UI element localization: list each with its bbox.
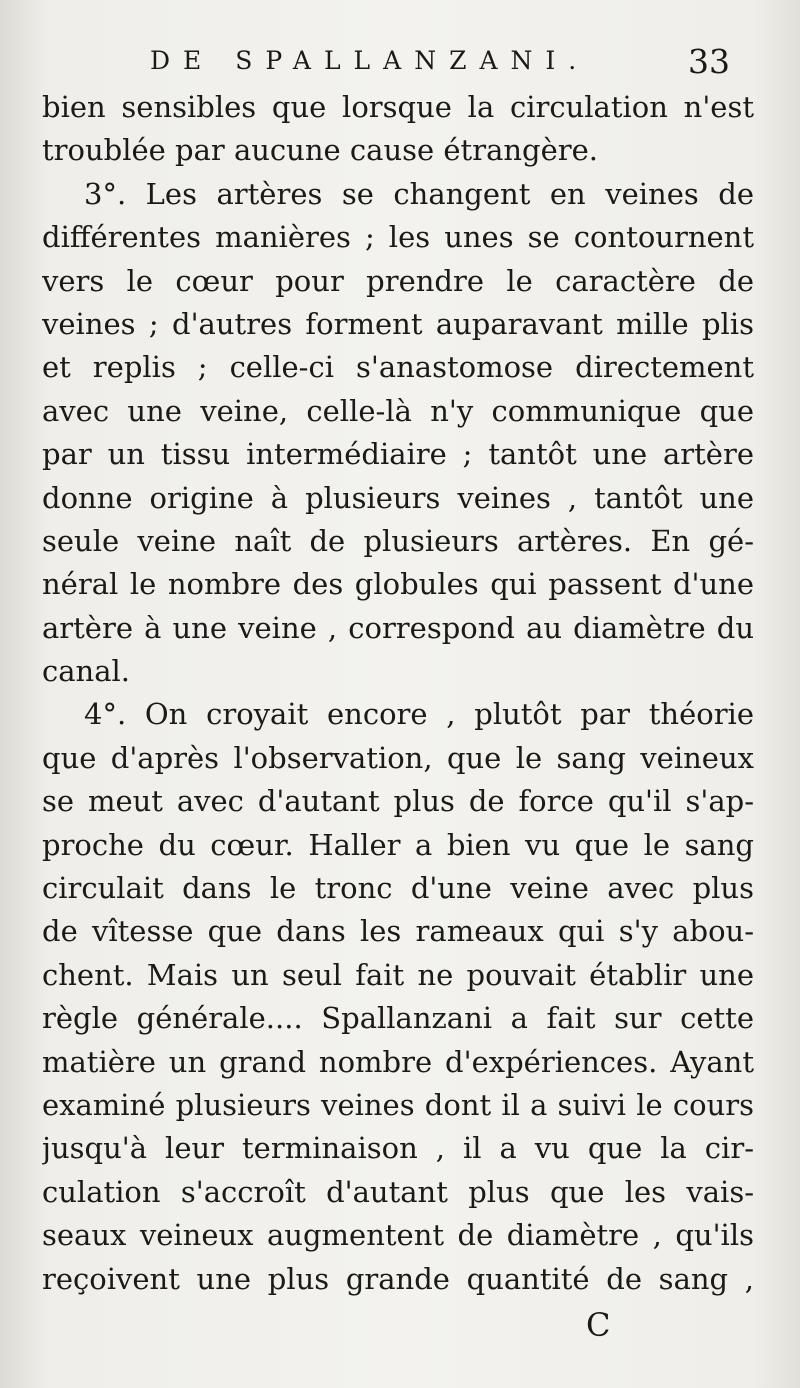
text-line: jusqu'à leur terminaison , il a vu que la cir-	[42, 1131, 754, 1166]
running-title: DE SPALLANZANI.	[150, 46, 590, 75]
text-line: seaux veineux augmentent de diamètre , qu'ils	[42, 1218, 754, 1253]
text-line: donne origine à plusieurs veines , tantôt une	[42, 480, 754, 515]
text-line: matière un grand nombre d'expériences. Ayant	[42, 1044, 754, 1079]
text-line: seule veine naît de plusieurs artères. En gé-	[42, 523, 754, 558]
text-line: se meut avec d'autant plus de force qu'il s'ap-	[42, 784, 754, 819]
text-line: circulait dans le tronc d'une veine avec plus	[42, 871, 754, 906]
text-line: règle générale.... Spallanzani a fait sur cette	[42, 1001, 754, 1036]
text-line: artère à une veine , correspond au diamètre du	[42, 610, 754, 645]
text-line: vers le cœur pour prendre le caractère de	[42, 263, 754, 298]
running-head	[150, 42, 730, 82]
text-line: examiné plusieurs veines dont il a suivi le cours	[42, 1087, 754, 1122]
text-line: avec une veine, celle-là n'y communique que	[42, 393, 754, 428]
text-line: chent. Mais un seul fait ne pouvait établir une	[42, 957, 754, 992]
text-line: bien sensibles que lorsque la circulation n'est	[42, 90, 754, 124]
text-line: reçoivent une plus grande quantité de sang ,	[42, 1261, 754, 1296]
text-line: et replis ; celle-ci s'anastomose directement	[42, 350, 754, 385]
text-line: proche du cœur. Haller a bien vu que le sang	[42, 827, 754, 862]
text-line: par un tissu intermédiaire ; tantôt une artère	[42, 437, 754, 472]
text-line: veines ; d'autres forment auparavant mille plis	[42, 306, 754, 341]
signature-mark: C	[586, 1306, 611, 1344]
text-line: culation s'accroît d'autant plus que les vais-	[42, 1174, 754, 1209]
text-line: que d'après l'observation, que le sang veineux	[42, 740, 754, 775]
text-line: 4°. On croyait encore , plutôt par théorie	[84, 697, 754, 732]
text-line: canal.	[42, 654, 130, 689]
body-text	[42, 86, 754, 1301]
page-number: 33	[688, 42, 730, 81]
text-line: de vîtesse que dans les rameaux qui s'y abou-	[42, 914, 754, 949]
text-line: différentes manières ; les unes se contournent	[42, 220, 754, 255]
text-line: 3°. Les artères se changent en veines de	[84, 176, 754, 211]
text-line: néral le nombre des globules qui passent d'une	[42, 567, 754, 602]
text-line: troublée par aucune cause étrangère.	[42, 133, 598, 168]
